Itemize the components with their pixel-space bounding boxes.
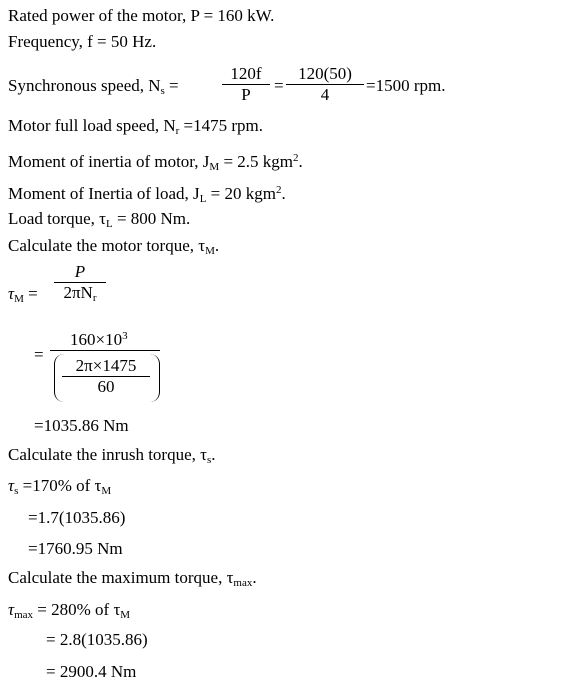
equals-sign: = (274, 76, 284, 95)
equals-sign: = (34, 345, 44, 364)
motor-torque-heading: Calculate the motor torque, $\tau_M$. (8, 236, 220, 257)
motor-torque-lhs: $\tau_M$ = (8, 284, 38, 305)
fraction-bar (50, 350, 160, 352)
inrush-torque-eq3: =1760.95 Nm (28, 539, 123, 558)
motor-torque-numerator: $160\times 10^3$ (70, 330, 128, 349)
rated-power-line: Rated power of the motor, P = 160 kW. (8, 6, 275, 25)
max-torque-heading: Calculate the maximum torque, $\tau_{max}$. (8, 568, 257, 589)
max-torque-eq1: $\tau_{max} = 280\%$ of $\tau_M$ (8, 600, 131, 621)
inrush-torque-heading: Calculate the inrush torque, $\tau_s$. (8, 445, 216, 466)
speed-fraction: 2π×1475 60 (62, 356, 150, 397)
load-torque-line: Load torque, $\tau_L = 800$ Nm. (8, 209, 191, 230)
max-torque-eq2: = 2.8(1035.86) (46, 630, 148, 649)
load-inertia-line: Moment of Inertia of load, $J_L = 20$ kgm$^2$. (8, 184, 286, 205)
motor-inertia-line: Moment of inertia of motor, $J_M = 2.5$ kgm$^2$. (8, 152, 303, 173)
inrush-torque-eq2: =1.7(1035.86) (28, 508, 126, 527)
inrush-torque-eq1: $\tau_s =170\%$ of $\tau_M$ (8, 476, 112, 497)
frequency-line: Frequency, f = 50 Hz. (8, 32, 157, 51)
sync-speed-label: Synchronous speed, $N_s$ = (8, 76, 179, 97)
motor-torque-formula: P $2\pi N_r$ (54, 262, 106, 304)
sync-speed-fraction-1: 120f P (222, 64, 270, 105)
max-torque-eq3: = 2900.4 Nm (46, 662, 137, 681)
full-load-speed-line: Motor full load speed, $N_r =1475$ rpm. (8, 116, 264, 137)
sync-speed-result: =1500 rpm. (366, 76, 446, 95)
sync-speed-fraction-2: 120(50) 4 (286, 64, 364, 105)
motor-torque-result: =1035.86 Nm (34, 416, 129, 435)
